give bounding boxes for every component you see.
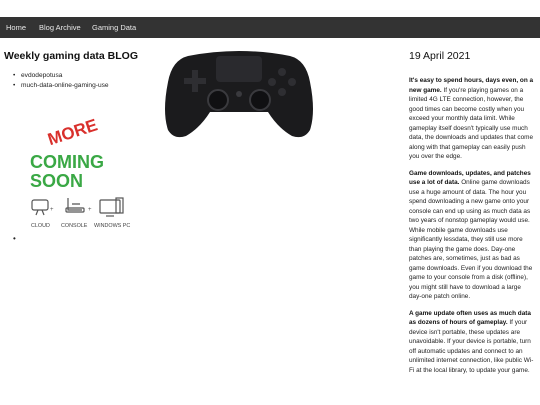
paragraph-body: Online game downloads use a huge amount of data. The hour you spend downloading a new game onto your console can end up using as much data as two years of nonstop gameplay would use. While mobile game downloads use significantly lessdata, they still use more than playing the game does. Day-one patches are, sometimes, just as bad as game downloads. Even if you download the game to your console from a disk (offline), you might still have to download a large day-one patch online. [409,179,533,300]
circle-button-icon [288,78,296,86]
sidebar-link-label: evdodepotusa [21,72,63,79]
left-stick-icon [208,90,228,110]
paragraph-lead: It's easy to spend hours, days even, on a new game. [409,77,534,94]
post-paragraph [409,76,535,162]
more-coming-soon-promo-image [30,100,140,235]
platform-label-cloud: CLOUD [31,223,50,229]
promo-coming-text: COMING [30,152,104,172]
top-blank-strip [0,0,540,17]
blog-title: Weekly gaming data BLOG [4,50,139,62]
promo-more-text: MORE [45,115,100,150]
nav-item-blog-archive[interactable]: Blog Archive [39,23,81,32]
ps-button-icon [236,91,242,97]
post-paragraph [409,309,535,376]
sidebar-link-evdodepotusa[interactable] [13,71,109,81]
touchpad [216,56,262,82]
game-controller-image [160,42,318,142]
top-navigation-bar [0,17,540,38]
sidebar-link-label: much-data-online-gaming-use [21,82,109,89]
square-button-icon [268,78,276,86]
platform-label-windows-pc: WINDOWS PC [94,223,131,229]
cloud-icon [32,200,48,215]
console-icon [66,198,84,212]
paragraph-lead: A game update often uses as much data as dozens of hours of gameplay. [409,309,531,326]
sidebar-link-much-data-online-gaming-use[interactable] [13,81,109,91]
windows-pc-icon [100,198,123,216]
sidebar-link-list [13,71,109,91]
post-paragraph [409,169,535,302]
plus-sign: + [50,207,54,213]
paragraph-body: If your device isn't portable, these updates are unavoidable. If your device is portable, turn off automatic updates and connect to an unlimited internet connection, like public Wi-Fi at the local library, to update your game. [409,319,534,374]
platform-label-console: CONSOLE [61,223,88,229]
nav-item-home[interactable]: Home [6,23,27,32]
empty-list-bullet: • [13,234,16,243]
post-date: 19 April 2021 [409,50,471,62]
cross-button-icon [278,88,286,96]
paragraph-lead: Game downloads, updates, and patches use a lot of data. [409,169,531,186]
blog-post [409,50,535,382]
paragraph-body: If you're playing games on a limited 4G LTE connection, however, the good times can become costly when you exceed your monthly data limit. While gameplay itself doesn't typically use much data, the downloads and updates that come along with that gameplay can easily push you over the edge. [409,86,533,160]
promo-soon-text: SOON [30,171,84,191]
nav-item-gaming-data[interactable]: Gaming Data [92,23,137,32]
plus-sign: + [88,207,92,213]
triangle-button-icon [278,68,286,76]
right-stick-icon [250,90,270,110]
